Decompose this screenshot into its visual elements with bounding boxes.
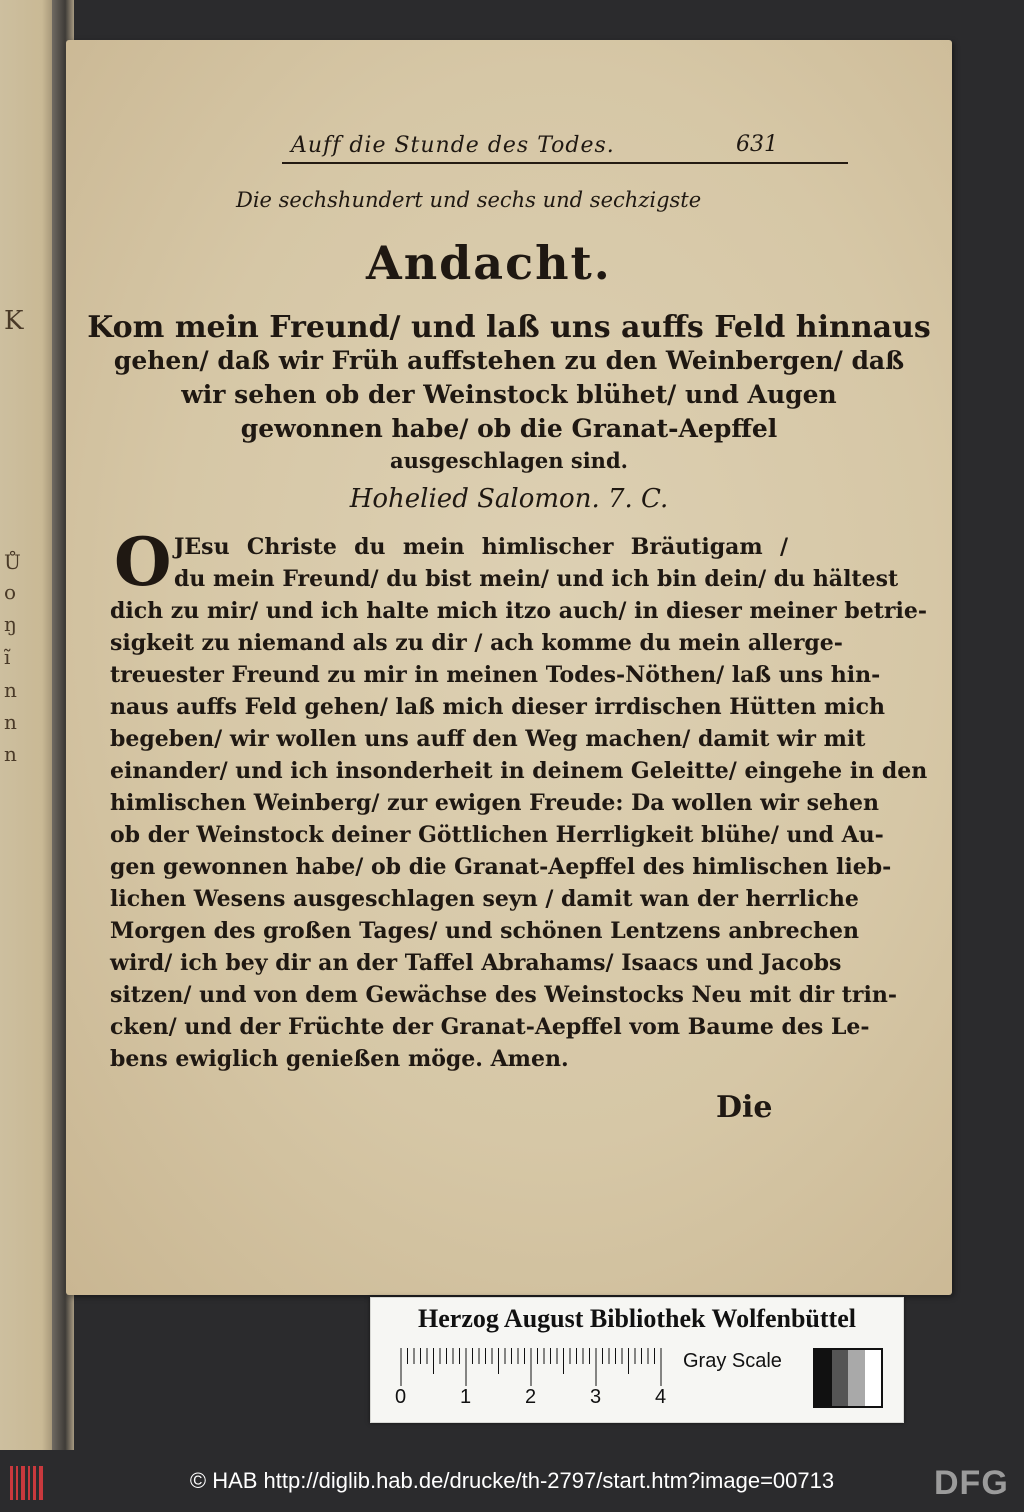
body-line: einander/ und ich insonderheit in deinem Geleitte/ eingehe in den xyxy=(110,758,928,784)
body-line: gen gewonnen habe/ ob die Granat-Aepffel des himlischen lieb- xyxy=(110,854,892,880)
dfg-logo: DFG xyxy=(934,1464,1009,1502)
verse-line: ausgeschlagen sind. xyxy=(390,448,628,473)
drop-cap: O xyxy=(114,523,172,601)
title-line: Die sechshundert und sechs und sechzigste xyxy=(236,188,702,212)
margin-mark: ĩ xyxy=(4,645,11,669)
ruler-label: 3 xyxy=(590,1386,602,1408)
body-line: begeben/ wir wollen uns auff den Weg machen/ damit wir mit xyxy=(110,726,866,752)
verse-line: Kom mein Freund/ und laß uns auffs Feld hinnaus xyxy=(87,310,931,345)
book-page xyxy=(66,40,952,1295)
body-line: Morgen des großen Tages/ und schönen Lentzens anbrechen xyxy=(110,918,859,944)
body-line: lichen Wesens ausgeschlagen seyn / damit wan der herrliche xyxy=(110,886,859,912)
body-line: cken/ und der Früchte der Granat-Aepffel vom Baume des Le- xyxy=(110,1014,870,1040)
margin-mark: K xyxy=(4,306,24,336)
catchword: Die xyxy=(716,1090,773,1125)
heading: Andacht. xyxy=(366,236,612,290)
header-rule xyxy=(282,162,848,164)
margin-mark: n xyxy=(4,742,17,766)
ruler-label: 4 xyxy=(655,1386,667,1408)
verse-line: wir sehen ob der Weinstock blühet/ und Augen xyxy=(181,380,837,409)
body-line: JEsu Christe du mein himlischer Bräutigam / xyxy=(174,534,788,560)
margin-mark: ŋ xyxy=(4,612,17,636)
margin-mark: Ů xyxy=(4,550,21,574)
body-line: ob der Weinstock deiner Göttlichen Herrligkeit blühe/ und Au- xyxy=(110,822,884,848)
library-name: Herzog August Bibliothek Wolfenbüttel xyxy=(418,1304,856,1333)
body-line: dich zu mir/ und ich halte mich itzo auch/ in dieser meiner betrie- xyxy=(110,598,927,624)
gray-swatch xyxy=(815,1350,832,1406)
gray-scale-swatches xyxy=(813,1348,883,1408)
gray-scale-label: Gray Scale xyxy=(683,1350,782,1372)
body-line: wird/ ich bey dir an der Taffel Abrahams/ Isaacs und Jacobs xyxy=(110,950,842,976)
verse-line: gewonnen habe/ ob die Granat-Aepffel xyxy=(240,414,778,443)
library-color-card xyxy=(370,1297,904,1423)
body-line: bens ewiglich genießen möge. Amen. xyxy=(110,1046,569,1072)
previous-page-edge xyxy=(0,0,60,1450)
scripture-source: Hohelied Salomon. 7. C. xyxy=(349,484,669,514)
gray-swatch xyxy=(832,1350,849,1406)
body-line: himlischen Weinberg/ zur ewigen Freude: Da wollen wir sehen xyxy=(110,790,880,816)
page-number: 631 xyxy=(736,132,778,157)
running-head: Auff die Stunde des Todes. xyxy=(291,133,615,158)
body-line: treuester Freund zu mir in meinen Todes-Nöthen/ laß uns hin- xyxy=(110,662,881,688)
gray-swatch xyxy=(848,1350,865,1406)
margin-mark: o xyxy=(4,580,17,604)
verse-line: gehen/ daß wir Früh auffstehen zu den Weinbergen/ daß xyxy=(113,346,905,375)
margin-mark: n xyxy=(4,710,17,734)
body-line: du mein Freund/ du bist mein/ und ich bin dein/ du hältest xyxy=(174,566,899,592)
scale-ruler xyxy=(397,1346,667,1386)
footer-bar xyxy=(0,1452,1024,1512)
body-line: sitzen/ und von dem Gewächse des Weinstocks Neu mit dir trin- xyxy=(110,982,897,1008)
body-line: sigkeit zu niemand als zu dir / ach komme du mein allerge- xyxy=(110,630,843,656)
gray-swatch xyxy=(865,1350,882,1406)
copyright-url[interactable]: © HAB http://diglib.hab.de/drucke/th-2797/start.htm?image=00713 xyxy=(189,1468,835,1493)
ruler-label: 0 xyxy=(395,1386,407,1408)
body-line: naus auffs Feld gehen/ laß mich dieser irrdischen Hütten mich xyxy=(110,694,886,720)
ruler-label: 1 xyxy=(460,1386,472,1408)
ruler-label: 2 xyxy=(525,1386,537,1408)
margin-mark: n xyxy=(4,678,17,702)
